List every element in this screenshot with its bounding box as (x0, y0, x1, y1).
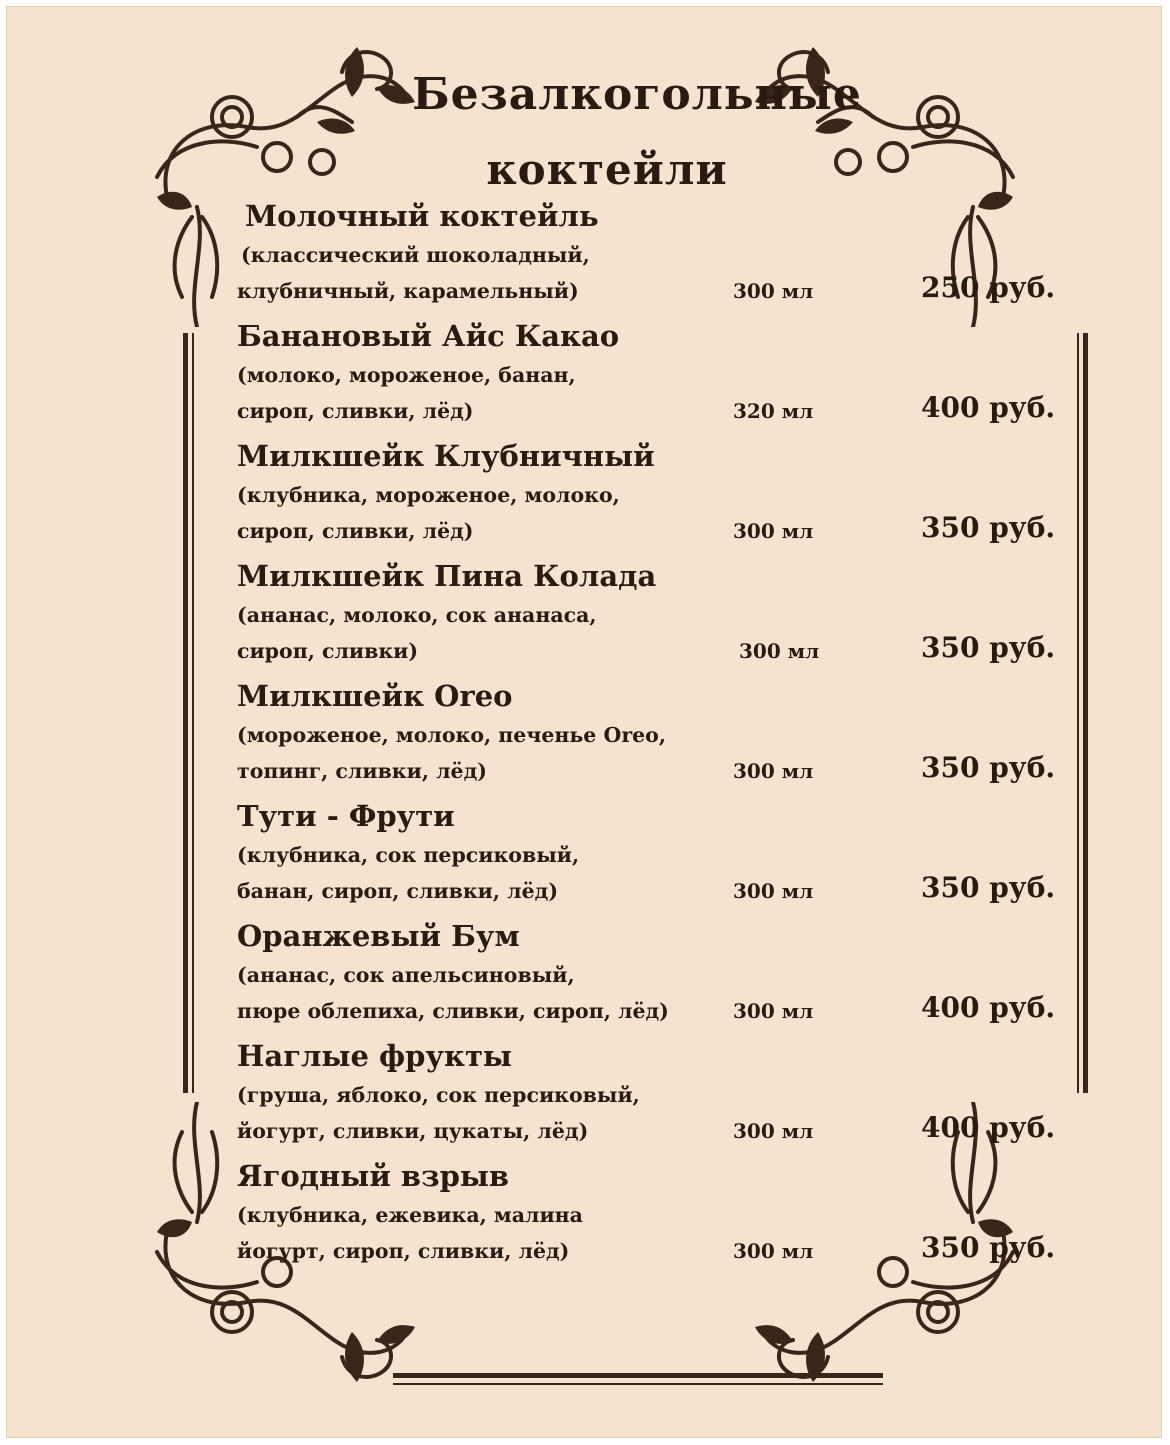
item-description (237, 837, 579, 909)
item-name: Милкшейк Клубничный (237, 439, 655, 473)
item-name: Наглые фрукты (237, 1039, 513, 1073)
item-description-line: (клубника, ежевика, малина (237, 1203, 583, 1227)
item-description-line: сироп, сливки, лёд) (237, 399, 474, 423)
item-description-line: (классический шоколадный, (241, 243, 590, 267)
item-description (237, 597, 597, 669)
item-description-line: (клубника, сок персиковый, (237, 843, 580, 867)
item-description (237, 1077, 640, 1149)
item-price: 350 руб. (921, 871, 1056, 904)
list-item (7, 439, 1162, 559)
page-title-line-2: коктейли (486, 145, 728, 194)
item-volume: 300 мл (733, 759, 814, 783)
item-volume: 300 мл (733, 999, 814, 1023)
item-description-line: (клубника, мороженое, молоко, (237, 483, 620, 507)
item-volume: 300 мл (733, 279, 814, 303)
item-price: 350 руб. (921, 631, 1056, 664)
item-description-line: (мороженое, молоко, печенье Oreo, (237, 723, 666, 747)
item-description-line: банан, сироп, сливки, лёд) (237, 879, 559, 903)
list-item (7, 559, 1162, 679)
item-description (237, 717, 666, 789)
list-item (7, 319, 1162, 439)
item-name: Оранжевый Бум (237, 919, 520, 953)
item-price: 400 руб. (921, 391, 1056, 424)
item-volume: 300 мл (733, 879, 814, 903)
item-name: Молочный коктейль (245, 199, 599, 233)
item-price: 250 руб. (921, 271, 1056, 304)
list-item (7, 679, 1162, 799)
item-description-line: топинг, сливки, лёд) (237, 759, 487, 783)
list-item (7, 919, 1162, 1039)
item-name: Милкшейк Oreo (237, 679, 513, 713)
list-item (7, 799, 1162, 919)
item-description-line: пюре облепиха, сливки, сироп, лёд) (237, 999, 669, 1023)
item-name: Ягодный взрыв (237, 1159, 510, 1193)
item-description-line: (молоко, мороженое, банан, (237, 363, 576, 387)
list-item (7, 1159, 1162, 1279)
item-description-line: йогурт, сироп, сливки, лёд) (237, 1239, 570, 1263)
item-description-line: йогурт, сливки, цукаты, лёд) (237, 1119, 589, 1143)
item-description (237, 1197, 583, 1269)
item-volume: 300 мл (739, 639, 820, 663)
item-name: Милкшейк Пина Колада (237, 559, 657, 593)
menu-page (6, 6, 1162, 1438)
list-item (7, 199, 1162, 319)
item-name: Банановый Айс Какао (237, 319, 620, 353)
list-item (7, 1039, 1162, 1159)
item-price: 350 руб. (921, 1231, 1056, 1264)
item-description-line: (ананас, молоко, сок ананаса, (237, 603, 597, 627)
item-description-line: (груша, яблоко, сок персиковый, (237, 1083, 640, 1107)
item-volume: 320 мл (733, 399, 814, 423)
menu-list (7, 7, 1162, 1438)
item-price: 350 руб. (921, 751, 1056, 784)
item-volume: 300 мл (733, 1239, 814, 1263)
item-price: 400 руб. (921, 1111, 1056, 1144)
item-price: 350 руб. (921, 511, 1056, 544)
page-title: Безалкогольные (412, 69, 862, 120)
item-description (237, 957, 669, 1029)
item-description-line: (ананас, сок апельсиновый, (237, 963, 575, 987)
item-volume: 300 мл (733, 519, 814, 543)
item-description-line: сироп, сливки) (237, 639, 419, 663)
item-description (237, 357, 576, 429)
item-description-line: сироп, сливки, лёд) (237, 519, 474, 543)
item-description-line: клубничный, карамельный) (237, 279, 579, 303)
item-name: Тути - Фрути (237, 799, 455, 833)
item-price: 400 руб. (921, 991, 1056, 1024)
item-volume: 300 мл (733, 1119, 814, 1143)
item-description (237, 477, 620, 549)
item-description (237, 237, 590, 309)
